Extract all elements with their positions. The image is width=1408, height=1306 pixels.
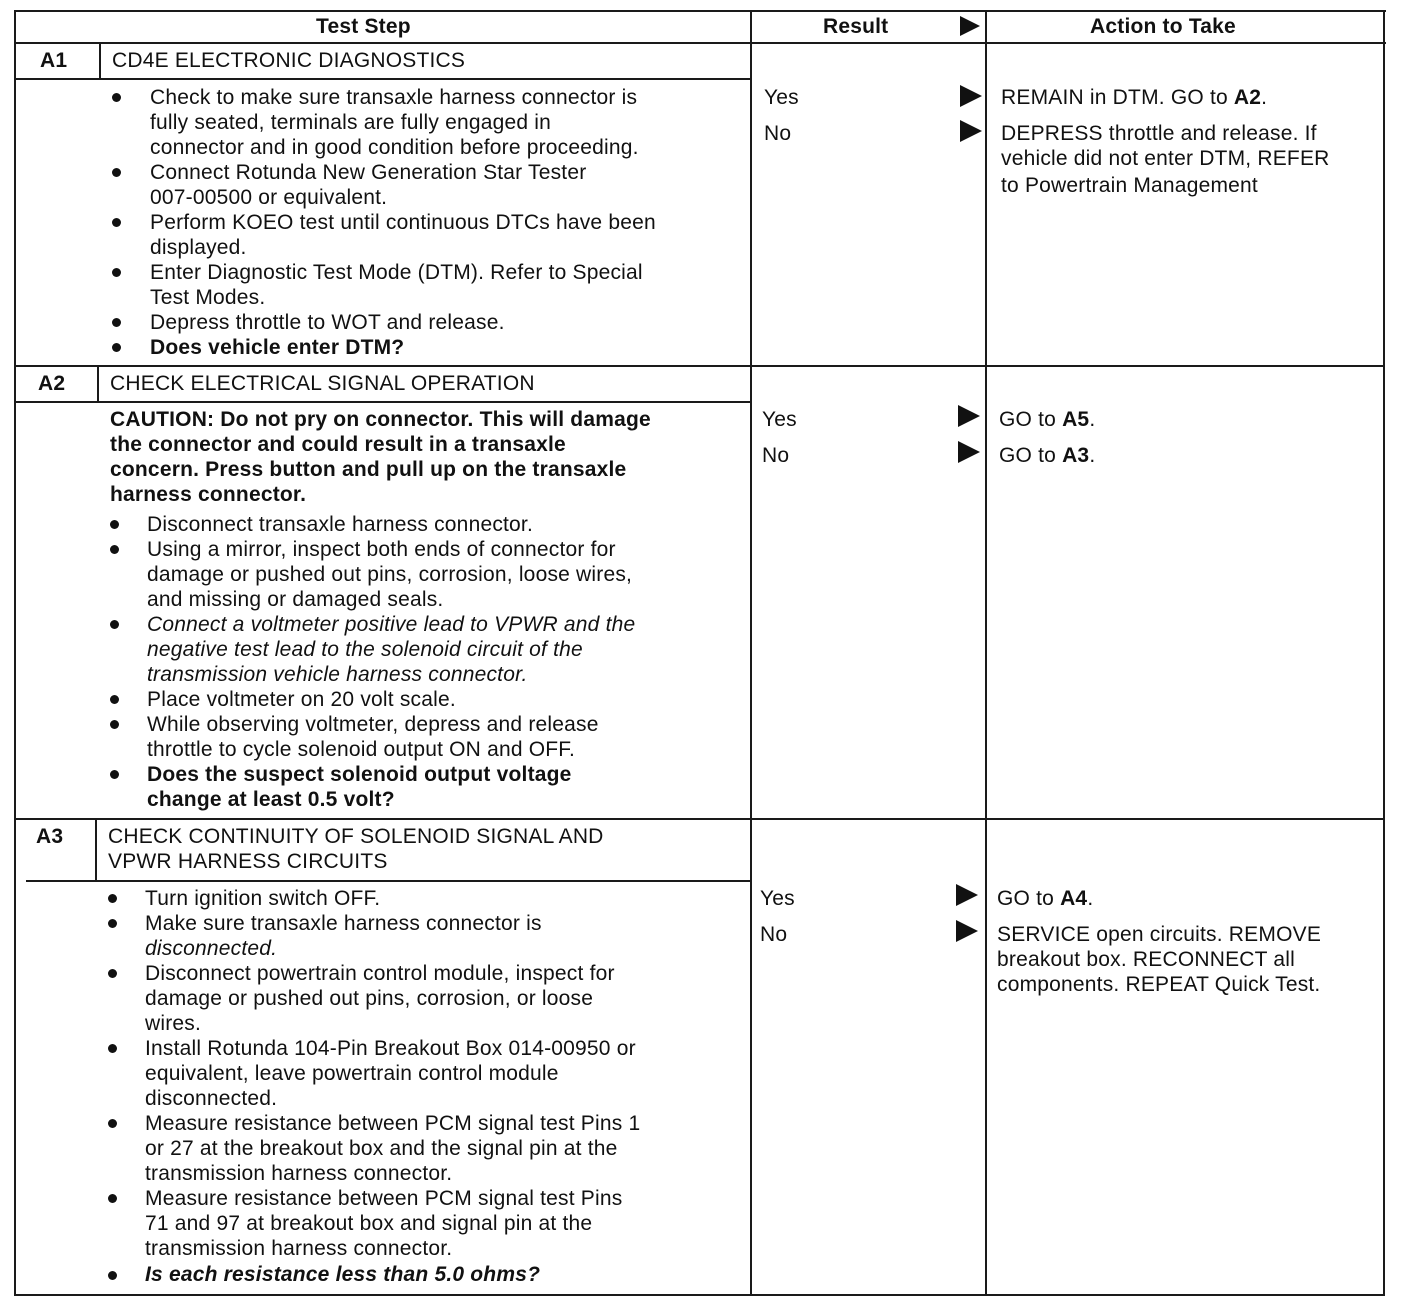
a1-line: Enter Diagnostic Test Mode (DTM). Refer to Special — [150, 261, 643, 284]
action-column-divider — [985, 10, 987, 1296]
bullet-icon — [112, 343, 121, 352]
a2-line: damage or pushed out pins, corrosion, loose wires, — [147, 563, 633, 586]
a3-line: wires. — [145, 1012, 202, 1035]
a3-line: disconnected. — [145, 937, 278, 960]
a1-action-no: DEPRESS throttle and release. If — [1001, 122, 1317, 145]
a3-action-yes-text: GO to — [997, 887, 1061, 910]
a3-line: Measure resistance between PCM signal test Pins — [145, 1187, 623, 1210]
a3-yes-arrow-icon — [956, 884, 978, 906]
a3-line: Disconnect powertrain control module, inspect for — [145, 962, 615, 985]
table-left-border — [14, 10, 16, 1296]
bullet-icon — [110, 520, 119, 529]
a2-id-divider — [97, 365, 99, 403]
a3-result-yes: Yes — [760, 887, 795, 910]
a1-step-title: CD4E ELECTRONIC DIAGNOSTICS — [112, 49, 466, 72]
a3-question: Is each resistance less than 5.0 ohms? — [145, 1263, 541, 1286]
a3-line: transmission harness connector. — [145, 1162, 453, 1185]
a2-action-yes-text: GO to — [999, 408, 1063, 431]
a3-line: or 27 at the breakout box and the signal pin at the — [145, 1137, 618, 1160]
a2-line: Place voltmeter on 20 volt scale. — [147, 688, 456, 711]
a1-title-bottom — [14, 78, 752, 80]
a2-action-no-text: GO to — [999, 444, 1063, 467]
a3-line: Make sure transaxle harness connector is — [145, 912, 542, 935]
a1-action-yes-end: . — [1261, 86, 1268, 109]
a2-caution: concern. Press button and pull up on the transaxle — [110, 458, 627, 481]
header-test-step: Test Step — [316, 15, 411, 38]
a1-line: Connect Rotunda New Generation Star Tester — [150, 161, 587, 184]
a3-line: equivalent, leave powertrain control module — [145, 1062, 559, 1085]
a3-action-no: SERVICE open circuits. REMOVE — [997, 923, 1322, 946]
a2-caution: the connector and could result in a transaxle — [110, 433, 566, 456]
a2-step-title: CHECK ELECTRICAL SIGNAL OPERATION — [110, 372, 535, 395]
a1-action-yes-text: REMAIN in DTM. GO to — [1001, 86, 1234, 109]
bullet-icon — [108, 894, 117, 903]
bullet-icon — [112, 268, 121, 277]
result-column-divider — [750, 10, 752, 1296]
a2-title-bottom — [14, 401, 752, 403]
bullet-icon — [112, 218, 121, 227]
a2-line: Connect a voltmeter positive lead to VPWR and the — [147, 613, 636, 636]
a1-line: Depress throttle to WOT and release. — [150, 311, 505, 334]
a2-question: Does the suspect solenoid output voltage — [147, 763, 572, 786]
a3-action-yes-ref: A4 — [1060, 887, 1088, 910]
bullet-icon — [110, 695, 119, 704]
bullet-icon — [112, 93, 121, 102]
a1-line: Perform KOEO test until continuous DTCs have been — [150, 211, 656, 234]
a2-action-yes — [999, 407, 1095, 432]
a1-question: Does vehicle enter DTM? — [150, 336, 405, 359]
table-bottom-border — [14, 1294, 1385, 1296]
bullet-icon — [108, 1044, 117, 1053]
bullet-icon — [110, 620, 119, 629]
a3-result-no: No — [760, 923, 788, 946]
a1-action-no: vehicle did not enter DTM, REFER — [1001, 147, 1330, 170]
a1-action-no: to Powertrain Management — [1001, 174, 1258, 197]
table-top-border — [14, 10, 1386, 12]
a2-line: and missing or damaged seals. — [147, 588, 444, 611]
a3-line: transmission harness connector. — [145, 1237, 453, 1260]
bullet-icon — [108, 1119, 117, 1128]
bullet-icon — [108, 1194, 117, 1203]
a3-action-no: breakout box. RECONNECT all — [997, 948, 1295, 971]
a1-line: connector and in good condition before proceeding. — [150, 136, 639, 159]
a3-line: disconnected. — [145, 1087, 278, 1110]
a2-yes-arrow-icon — [958, 405, 980, 427]
a3-line: 71 and 97 at breakout box and signal pin at the — [145, 1212, 593, 1235]
a3-step-id: A3 — [36, 825, 64, 848]
a1-line: displayed. — [150, 236, 247, 259]
bullet-icon — [108, 919, 117, 928]
a1-result-yes: Yes — [764, 86, 799, 109]
a2-line: Using a mirror, inspect both ends of connector for — [147, 538, 616, 561]
a2-line: While observing voltmeter, depress and release — [147, 713, 599, 736]
a3-action-no: components. REPEAT Quick Test. — [997, 973, 1321, 996]
a2-line: throttle to cycle solenoid output ON and OFF. — [147, 738, 576, 761]
a1-action-yes-ref: A2 — [1233, 86, 1262, 109]
a3-line: Measure resistance between PCM signal test Pins 1 — [145, 1112, 641, 1135]
a2-result-no: No — [762, 444, 790, 467]
a2-action-yes-ref: A5 — [1062, 408, 1090, 431]
a2-step-id: A2 — [38, 372, 66, 395]
a2-result-yes: Yes — [762, 408, 797, 431]
header-bottom-border — [14, 42, 1386, 44]
a2-action-no-end: . — [1089, 444, 1096, 467]
a3-step-title: CHECK CONTINUITY OF SOLENOID SIGNAL AND — [108, 825, 604, 848]
a1-line: fully seated, terminals are fully engaged in — [150, 111, 552, 134]
a3-line: Turn ignition switch OFF. — [145, 887, 381, 910]
header-arrow-icon — [960, 16, 980, 36]
a2-no-arrow-icon — [958, 441, 980, 463]
a3-action-yes-end: . — [1087, 887, 1094, 910]
header-result: Result — [823, 15, 889, 38]
a1-no-arrow-icon — [960, 120, 982, 142]
a2-action-no-ref: A3 — [1062, 444, 1090, 467]
bullet-icon — [112, 168, 121, 177]
bullet-icon — [110, 545, 119, 554]
a3-action-yes — [997, 886, 1093, 911]
a1-action-yes — [1001, 85, 1267, 110]
a1-id-divider — [99, 42, 101, 80]
a1-line: 007-00500 or equivalent. — [150, 186, 388, 209]
a1-line: Check to make sure transaxle harness connector is — [150, 86, 638, 109]
a2-caution: harness connector. — [110, 483, 307, 506]
a3-step-title: VPWR HARNESS CIRCUITS — [108, 850, 388, 873]
a3-id-divider — [95, 818, 97, 882]
a1-row-bottom — [14, 365, 1385, 367]
a2-line: transmission vehicle harness connector. — [147, 663, 528, 686]
a3-no-arrow-icon — [956, 920, 978, 942]
a1-result-no: No — [764, 122, 792, 145]
a2-action-no — [999, 443, 1095, 468]
bullet-icon — [108, 1271, 117, 1280]
a3-line: Install Rotunda 104-Pin Breakout Box 014-00950 or — [145, 1037, 636, 1060]
a1-step-id: A1 — [40, 49, 68, 72]
a2-line: Disconnect transaxle harness connector. — [147, 513, 534, 536]
header-action: Action to Take — [1090, 15, 1236, 38]
a2-action-yes-end: . — [1089, 408, 1096, 431]
a3-line: damage or pushed out pins, corrosion, or loose — [145, 987, 594, 1010]
a1-yes-arrow-icon — [960, 85, 982, 107]
bullet-icon — [108, 969, 117, 978]
a2-caution: CAUTION: Do not pry on connector. This will damage — [110, 408, 651, 431]
a2-question: change at least 0.5 volt? — [147, 788, 395, 811]
a2-row-bottom — [14, 818, 1385, 820]
a2-line: negative test lead to the solenoid circuit of the — [147, 638, 583, 661]
a1-line: Test Modes. — [150, 286, 266, 309]
bullet-icon — [110, 720, 119, 729]
a3-title-bottom — [26, 880, 752, 882]
table-right-border — [1383, 10, 1385, 1296]
bullet-icon — [110, 770, 119, 779]
bullet-icon — [112, 318, 121, 327]
